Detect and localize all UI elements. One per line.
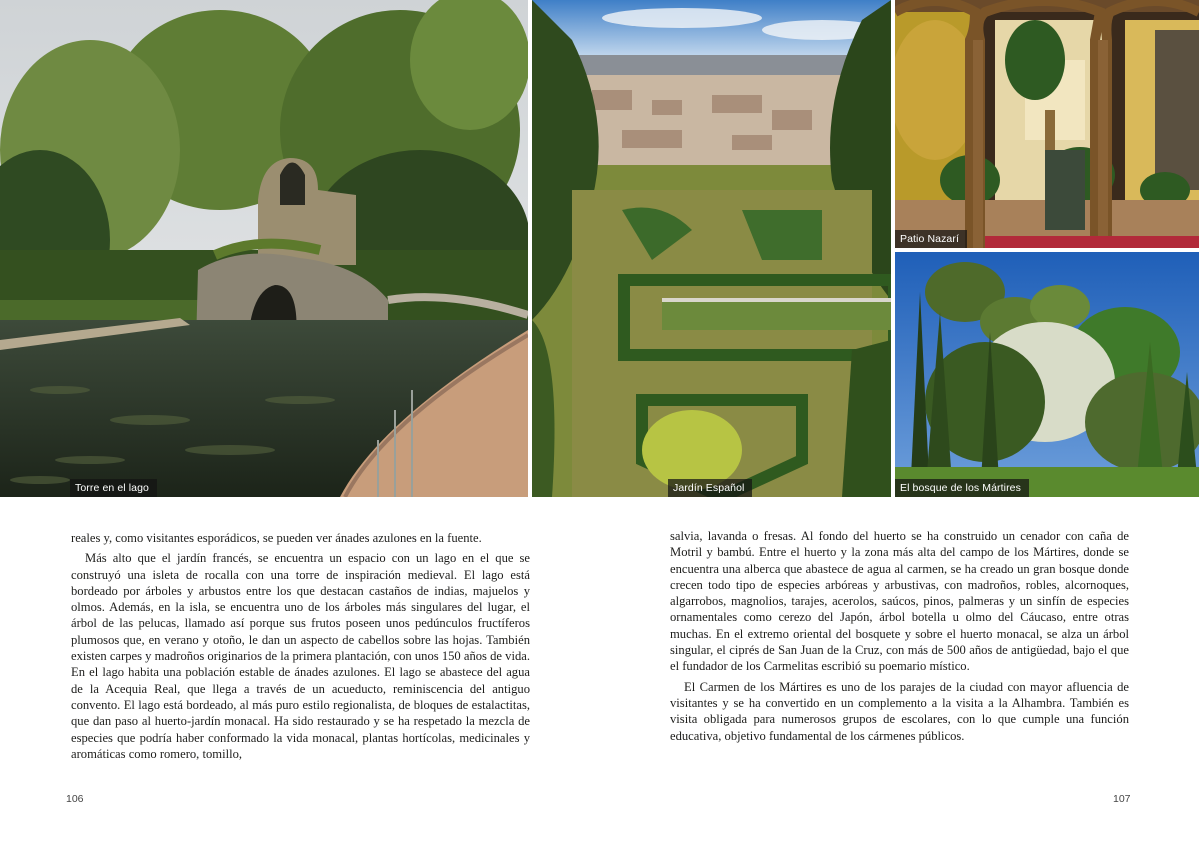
lake-tower-image <box>0 0 528 497</box>
photo-nasrid-patio <box>895 0 1199 248</box>
right-paragraph-2: El Carmen de los Mártires es uno de los parajes de la ciudad con mayor afluencia de visitantes y se ha convertido en un complemento a la visita a la Alhambra. También es visita obligada para numerosos grupos de escolares, con lo que cumple una función educativa, objetivo fundamental de los cármenes públicos. <box>670 679 1129 743</box>
caption-spanish-garden: Jardín Español <box>668 479 752 497</box>
left-paragraph-1: reales y, como visitantes esporádicos, se pueden ver ánades azulones en la fuente. <box>71 531 482 545</box>
left-page-text <box>71 530 530 766</box>
caption-nasrid-patio: Patio Nazarí <box>895 230 967 248</box>
spanish-garden-image <box>532 0 891 497</box>
nasrid-patio-image <box>895 0 1199 248</box>
caption-lake-tower: Torre en el lago <box>70 479 157 497</box>
right-paragraph-1: salvia, lavanda o fresas. Al fondo del huerto se ha construido un cenador con caña de Motril y bambú. Entre el huerto y la zona más alta del campo de los Mártires, donde se encuentra una alberca que abastece de agua al carmen, se ha creado un gran bosque donde crecen todo tipo de especies arbóreas y arbustivas, con madroños, robles, alcornoques, algarrobos, magnolios, tarajes, acerolos, saúcos, pinos, palmeras y un sinfín de especies ornamentales como cerezo del Japón, árbol botella u olmo del Cáucaso, entre otras muchas. En el extremo oriental del bosquete y sobre el huerto monacal, se alza un árbol singular, el ciprés de San Juan de la Cruz, con más de 500 años de antigüedad, bajo el que el fundador de los Carmelitas escribió su poemario místico. <box>670 529 1129 674</box>
left-paragraph-2: Más alto que el jardín francés, se encuentra un espacio con un lago en el que se construyó una isleta de rocalla con una torre de inspiración medieval. El lago está bordeado por árboles y arbustos entre los que destacan castaños de indias, majuelos y olmos. Además, en la isla, se encuentra uno de los árboles más singulares del lugar, el árbol de las pelucas, llamado así porque sus frutos poseen unos pedúnculos fructíferos plumosos que, en verano y otoño, le dan un aspecto de cabellos sobre las hojas. También existen carpes y madroños originarios de la primera plantación, con unos 150 años de vida. En el lago habita una población estable de ánades azulones. El lago se abastece del agua de la Acequia Real, que llega a través de un acueducto, reminiscencia del antiguo convento. El lago está bordeado, al más puro estilo regionalista, de bloques de estalactitas, que dan paso al huerto-jardín monacal. Ha sido restaurado y se ha respetado la mezcla de especies que podría haber conformado la vida monacal, plantas hortícolas, medicinales y aromáticas como romero, tomillo, <box>71 551 530 761</box>
right-page-text <box>670 528 1129 748</box>
page-number-right: 107 <box>1113 793 1131 805</box>
martyrs-forest-image <box>895 252 1199 497</box>
photo-martyrs-forest <box>895 252 1199 497</box>
caption-martyrs-forest: El bosque de los Mártires <box>895 479 1029 497</box>
photo-lake-tower <box>0 0 528 497</box>
photo-spanish-garden <box>532 0 891 497</box>
page-number-left: 106 <box>66 793 84 805</box>
